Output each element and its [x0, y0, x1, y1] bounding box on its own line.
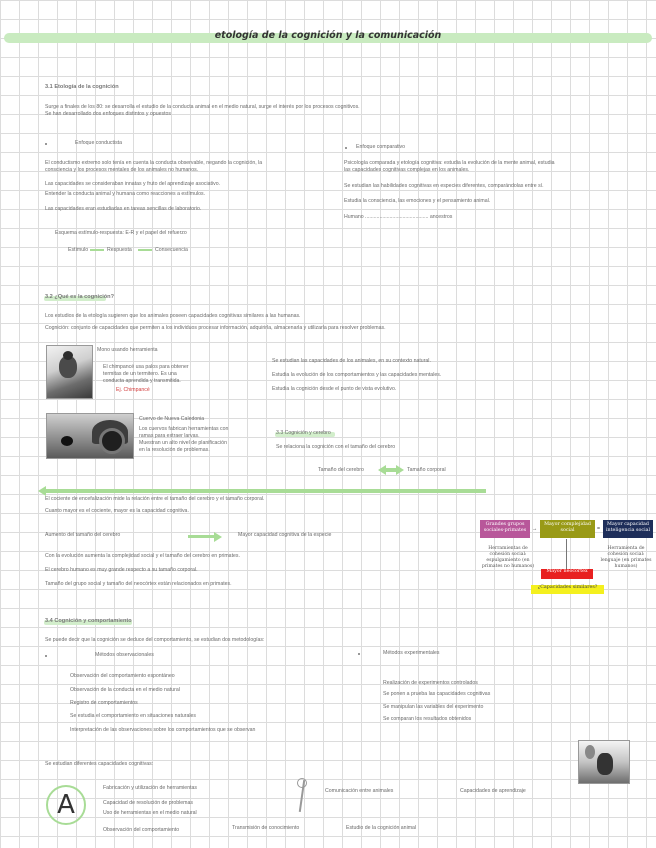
diagram-box-2: Mayor complejidad social: [540, 520, 595, 538]
figure-1-line-1: El chimpancé usa palos para obtener: [103, 364, 189, 370]
diagram-caption-2: Herramienta de cohesión social: lenguaje (en primates humanos): [600, 546, 652, 569]
left-line-1: El conductismo extremo solo tenía en cuenta la conducta observable, negando la cognición, la: [45, 160, 263, 166]
definition-1: Los estudios de la etología sugieren que los animales poseen capacidades cognitivas similares a las humanas.: [45, 313, 301, 319]
section-1-heading: 3.1 Etología de la cognición: [45, 84, 119, 90]
long-line-4: El cerebro humano es muy grande respecto a su tamaño corporal.: [45, 567, 198, 573]
diagram-box-4: Mayor neocórtex: [541, 569, 593, 579]
right-arrow-body: [188, 535, 214, 538]
right-line-1: Psicología comparada y etología cognitiva: estudia la evolución de la mente animal, estudia: [344, 160, 555, 166]
figure-1-title: Mono usando herramienta: [97, 347, 158, 353]
diagram-box-3: Mayor capacidad inteligencia social: [603, 520, 653, 538]
subsection-heading: 3.3 Cognición y cerebro: [276, 430, 331, 436]
tool-sketch: [292, 778, 314, 816]
bottom-item-4: Observación del comportamiento: [103, 827, 180, 833]
long-line-1: El cociente de encefalización mide la relación entre el tamaño del cerebro y el tamaño corporal.: [45, 496, 265, 502]
middle-line-3: Estudia la cognición desde el punto de vista evolutivo.: [272, 386, 397, 392]
long-arrow-body: [46, 489, 486, 493]
experimental-line-3: Se manipulan las variables del experimento: [383, 704, 484, 710]
chain-arrow: [138, 249, 152, 251]
middle-line-2: Estudia la evolución de los comportamientos y las capacidades mentales.: [272, 372, 442, 378]
diagram-box-5: ¿Capacidades similares?: [531, 585, 604, 594]
observational-line-3: Registro de comportamientos: [70, 700, 138, 706]
right-enfoque-heading: Enfoque comparativo: [356, 144, 406, 150]
bottom-item-5: Comunicación entre animales: [325, 788, 394, 794]
left-line-5: Las capacidades eran estudiadas en tareas sencillas de laboratorio.: [45, 206, 202, 212]
compare-right: Tamaño corporal: [407, 467, 446, 473]
observational-line-4: Se estudia el comportamiento en situaciones naturales: [70, 713, 197, 719]
right-line-5: Humano ............................................ ancestros: [344, 214, 453, 220]
double-arrow-right: [396, 465, 404, 475]
chain-arrow: [90, 249, 104, 251]
observational-line-1: Observación del comportamiento espontáneo: [70, 673, 175, 679]
definition-2: Cognición: conjunto de capacidades que permiten a los individuos procesar información, adquirirla, almacenarla y utilizarla para resolver problemas.: [45, 325, 386, 331]
experimental-line-2: Se ponen a prueba las capacidades cognitivas: [383, 691, 491, 697]
right-arrow-head: [214, 532, 222, 542]
bottom-item-7: Transmisión de conocimiento: [232, 825, 300, 831]
figure-2-line-2: ramas para extraer larvas.: [139, 433, 200, 439]
long-line-3: Con la evolución aumenta la complejidad social y el tamaño del cerebro en primates.: [45, 553, 240, 559]
chimpanzee-tool-photo: [578, 740, 630, 784]
bottom-item-3: Uso de herramientas en el medio natural: [103, 810, 197, 816]
diagram-operator: =: [597, 526, 601, 532]
logo-circle: [46, 785, 86, 825]
left-line-3: Las capacidades se consideraban innatas y fruto del aprendizaje asociativo.: [45, 181, 221, 187]
bottom-item-6: Capacidades de aprendizaje: [460, 788, 526, 794]
left-subline: Esquema estímulo-respuesta: E-R y el papel del refuerzo: [55, 230, 187, 236]
long-line-5: Tamaño del grupo social y tamaño del neocórtex están relacionados en primates.: [45, 581, 232, 587]
chimpanzee-photo: [46, 345, 93, 399]
observational-line-2: Observación de la conducta en el medio natural: [70, 687, 180, 693]
bottom-item-1: Fabricación y utilización de herramientas: [103, 785, 197, 791]
subsection-line: Se relaciona la cognición con el tamaño del cerebro: [276, 444, 396, 450]
bullet: [358, 653, 360, 655]
bullet: [45, 655, 47, 657]
figure-2-title: Cuervo de Nueva Caledonia: [139, 416, 205, 422]
section-1-intro: Surge a finales de los 80: se desarrolla el estudio de la conducta animal en el medio natural, surge el interés por los procesos cognitivos.: [45, 104, 360, 110]
page-title: etología de la cognición y la comunicación: [214, 30, 442, 41]
long-line-2: Cuanto mayor es el cociente, mayor es la capacidad cognitiva.: [45, 508, 189, 514]
figure-1-line-2: termitas de un termitero. Es una: [103, 371, 177, 377]
chain-step-3: Consecuencia: [155, 247, 188, 253]
bullet: [45, 143, 47, 145]
figure-2-line-4: en la resolución de problemas.: [139, 447, 210, 453]
bullet: [345, 147, 347, 149]
section-3-heading: 3.4 Cognición y comportamiento: [45, 618, 132, 624]
bottom-item-2: Capacidad de resolución de problemas: [103, 800, 193, 806]
middle-line-1: Se estudian las capacidades de los animales, en su contexto natural.: [272, 358, 431, 364]
diagram-box-1: Grandes grupos sociales-primates: [480, 520, 530, 538]
figure-1-line-3: conducta aprendida y transmitida.: [103, 378, 181, 384]
left-line-4: Entender la conducta animal y humana como reacciones a estímulos.: [45, 191, 206, 197]
section-3-intro: Se puede decir que la cognición se deduce del comportamiento, se estudian dos metodologías:: [45, 637, 265, 643]
long-arrow-head: [38, 486, 46, 496]
chain-step-2: Respuesta: [107, 247, 132, 253]
observational-heading: Métodos observacionales: [95, 652, 154, 658]
experimental-heading: Métodos experimentales: [383, 650, 440, 656]
bottom-intro: Se estudian diferentes capacidades cognitivas:: [45, 761, 154, 767]
figure-2-line-1: Los cuervos fabrican herramientas con: [139, 426, 229, 432]
bottom-item-8: Estudio de la cognición animal: [346, 825, 417, 831]
right-line-3: Se estudian las habilidades cognitivas en especies diferentes, comparándolas entre sí.: [344, 183, 544, 189]
experimental-line-1: Realización de experimentos controlados: [383, 680, 478, 686]
figure-1-note: Ej. Chimpancé: [116, 387, 150, 393]
arrow-label-left: Aumento del tamaño del cerebro: [45, 532, 121, 538]
left-line-2: consciencia y los procesos mentales de los animales no humanos.: [45, 167, 199, 173]
section-2-heading: 3.2 ¿Qué es la cognición?: [45, 294, 115, 300]
observational-line-5: Interpretación de las observaciones sobre los comportamientos que se observan: [70, 727, 256, 733]
figure-2-line-3: Muestran un alto nivel de planificación: [139, 440, 227, 446]
diagram-operator: →: [532, 526, 538, 532]
diagram-caption-1: Herramientas de cohesión social: espulgamiento (en primates no humanos): [481, 546, 535, 569]
right-line-4: Estudia la consciencia, las emociones y el pensamiento animal.: [344, 198, 491, 204]
section-1-intro-2: Se han desarrollado dos enfoques distintos y opuestos: [45, 111, 172, 117]
left-enfoque-heading: Enfoque conductista: [75, 140, 123, 146]
right-line-2: las capacidades cognitivas complejas en los animales.: [344, 167, 470, 173]
diagram-connector: [566, 539, 567, 569]
chain-step-1: Estímulo: [68, 247, 89, 253]
experimental-line-4: Se comparan los resultados obtenidos: [383, 716, 472, 722]
arrow-label-right: Mayor capacidad cognitiva de la especie: [238, 532, 332, 538]
crow-photo: [46, 413, 134, 459]
compare-left: Tamaño del cerebro: [318, 467, 364, 473]
logo-letter: A: [57, 790, 75, 820]
